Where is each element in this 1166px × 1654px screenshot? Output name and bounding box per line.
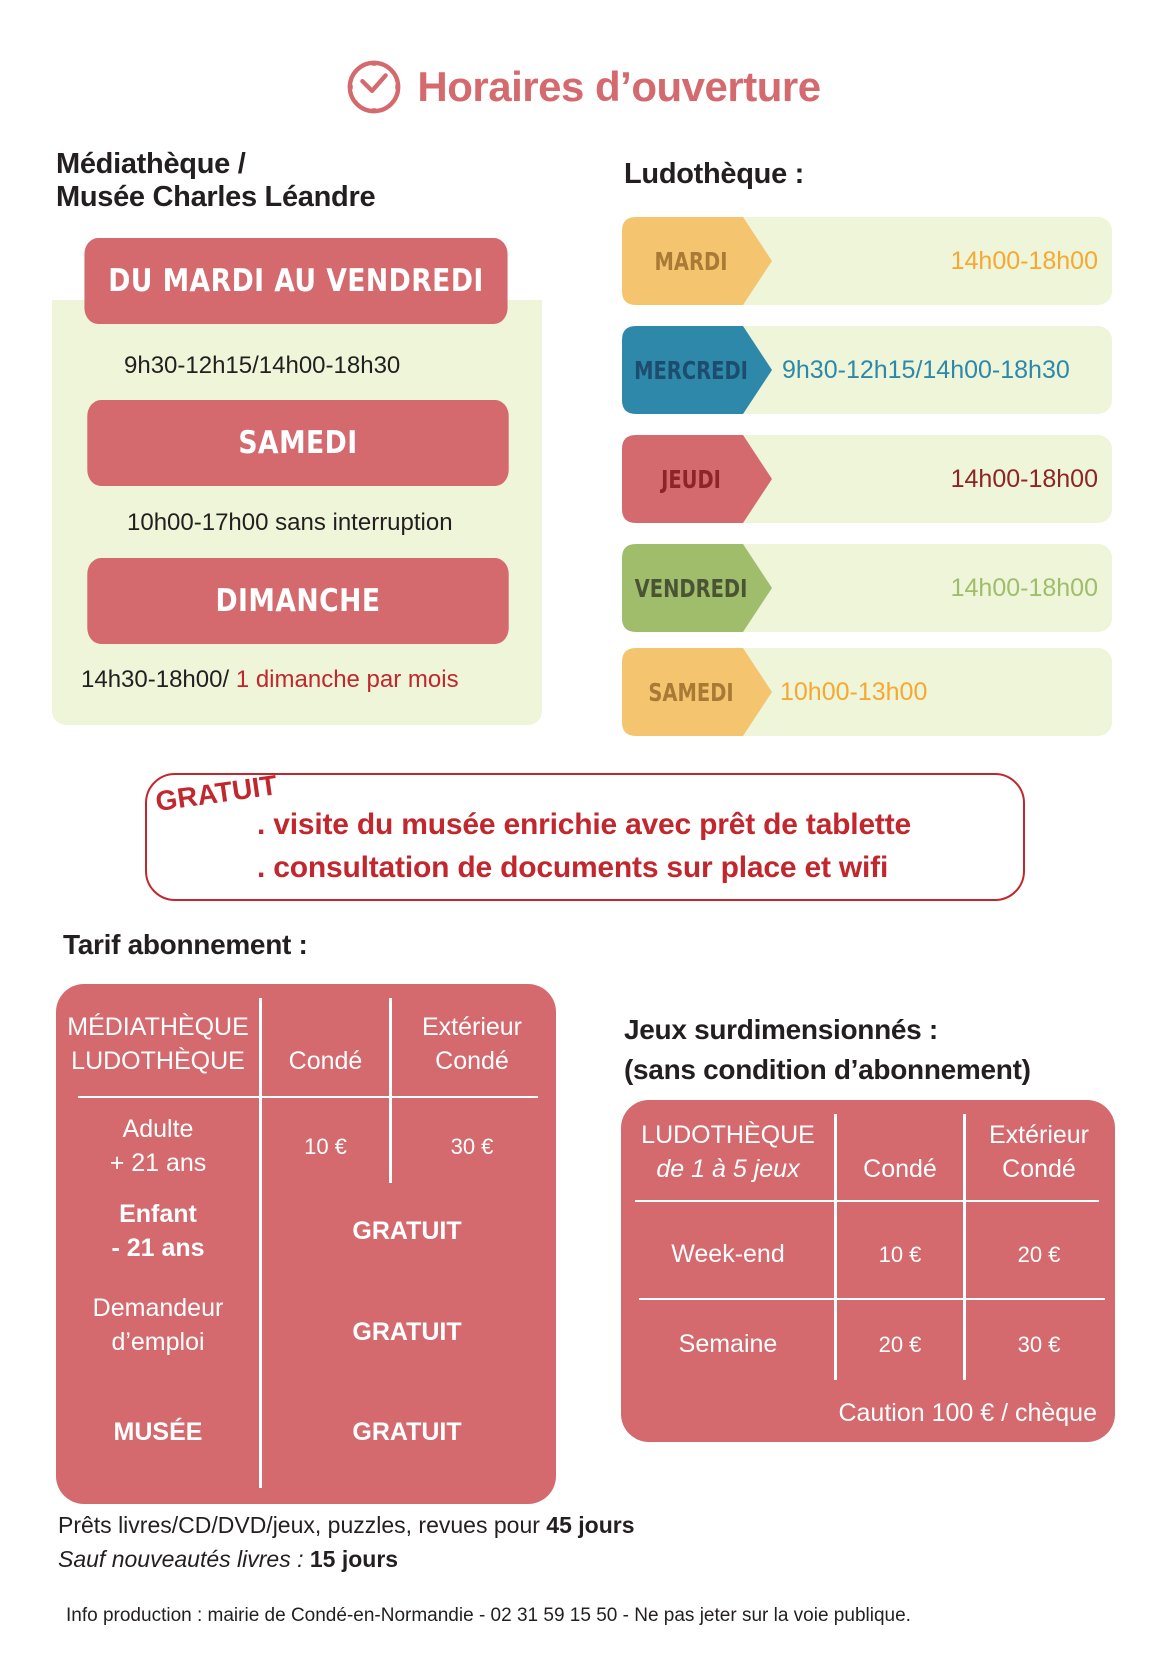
hours: 14h00-18h00 xyxy=(950,464,1098,493)
day-header xyxy=(87,558,508,644)
row-label: d’emploi xyxy=(111,1328,205,1356)
divider xyxy=(635,1200,1099,1202)
day-tag xyxy=(622,217,772,305)
jeux-heading-line1: Jeux surdimensionnés : xyxy=(624,1014,938,1045)
row-label: + 21 ans xyxy=(109,1149,207,1177)
tarif-row-enfant-label xyxy=(60,1197,256,1265)
day-label: DIMANCHE xyxy=(215,583,381,619)
divider xyxy=(639,1298,1105,1300)
jeux-header-col1 xyxy=(625,1118,831,1186)
hours-text: 14h30-18h00/ xyxy=(81,666,236,693)
header-text: MÉDIATHÈQUE xyxy=(67,1013,249,1041)
exception-note xyxy=(58,1546,398,1573)
jeux-heading xyxy=(624,1010,1031,1090)
day-tag xyxy=(622,435,772,523)
day-label: MERCREDI xyxy=(634,355,748,385)
tarif-header-col2: Condé xyxy=(288,1047,363,1075)
gratuit-line-2: . consultation de documents sur place et wifi xyxy=(257,851,889,884)
hours: 14h00-18h00 xyxy=(950,573,1098,602)
mediatheque-heading xyxy=(56,148,375,214)
row-label: - 21 ans xyxy=(111,1234,205,1262)
hours: 14h00-18h00 xyxy=(950,246,1098,275)
ludo-row-mercredi xyxy=(622,326,1112,414)
tarif-table xyxy=(56,984,556,1504)
day-header xyxy=(87,400,508,486)
jeux-semaine-conde: 20 € xyxy=(878,1332,922,1357)
day-label: DU MARDI AU VENDREDI xyxy=(108,263,484,299)
hours-note: 1 dimanche par mois xyxy=(235,666,459,693)
exception-days: 15 jours xyxy=(309,1546,399,1572)
header-text: Extérieur xyxy=(421,1013,523,1041)
hours: 9h30-12h15/14h00-18h30 xyxy=(782,355,1070,384)
hours: 10h00-13h00 xyxy=(780,677,928,706)
row-label: Adulte xyxy=(122,1115,194,1143)
header-text: Condé xyxy=(1002,1155,1076,1183)
production-info: Info production : mairie de Condé-en-Normandie - 02 31 59 15 50 - Ne pas jeter sur la voie publique. xyxy=(66,1605,911,1626)
jeux-table xyxy=(621,1100,1115,1442)
page-title xyxy=(0,58,1166,116)
jeux-header-col2: Condé xyxy=(863,1155,937,1183)
jeux-semaine-exterieur: 30 € xyxy=(1017,1332,1061,1357)
jeux-heading-line2: (sans condition d’abonnement) xyxy=(624,1054,1031,1085)
header-subtext: de 1 à 5 jeux xyxy=(656,1155,800,1183)
day-label: MARDI xyxy=(654,246,728,276)
header-text: Condé xyxy=(435,1047,509,1075)
day-tag xyxy=(622,648,772,736)
tarif-musee-price: GRATUIT xyxy=(352,1418,462,1446)
divider xyxy=(78,1096,538,1098)
tarif-demandeur-price: GRATUIT xyxy=(352,1318,462,1346)
hours-samedi: 10h00-17h00 sans interruption xyxy=(127,509,453,536)
ludo-row-samedi xyxy=(622,648,1112,736)
row-label: Enfant xyxy=(119,1200,197,1228)
day-header xyxy=(84,238,507,324)
tarif-header-col1 xyxy=(60,1010,256,1078)
jeux-row-weekend-label: Week-end xyxy=(671,1240,785,1268)
clock-icon xyxy=(345,58,403,116)
day-block-dimanche xyxy=(53,558,543,644)
header-text: Extérieur xyxy=(988,1121,1090,1149)
day-block-samedi xyxy=(53,400,543,486)
title-text: Horaires d’ouverture xyxy=(417,63,821,110)
loans-note xyxy=(58,1512,635,1539)
jeux-header-col3 xyxy=(966,1118,1112,1186)
loans-days: 45 jours xyxy=(546,1512,635,1538)
day-label: VENDREDI xyxy=(634,573,748,603)
tarif-header-col3 xyxy=(392,1010,552,1078)
jeux-row-semaine-label: Semaine xyxy=(678,1330,778,1358)
header-text: LUDOTHÈQUE xyxy=(641,1121,815,1149)
tarif-heading: Tarif abonnement : xyxy=(63,929,308,960)
tarif-adulte-conde: 10 € xyxy=(304,1134,347,1159)
gratuit-line-1: . visite du musée enrichie avec prêt de tablette xyxy=(257,808,911,841)
loans-text: Prêts livres/CD/DVD/jeux, puzzles, revues pour xyxy=(58,1512,547,1538)
jeux-caution: Caution 100 € / chèque xyxy=(838,1399,1097,1427)
hours-mardi-vendredi: 9h30-12h15/14h00-18h30 xyxy=(124,352,401,379)
ludo-row-jeudi xyxy=(622,435,1112,523)
exception-text: Sauf nouveautés livres : xyxy=(58,1546,310,1572)
ludo-row-mardi xyxy=(622,217,1112,305)
ludotheque-heading: Ludothèque : xyxy=(624,158,805,190)
tarif-row-musee-label: MUSÉE xyxy=(113,1418,203,1446)
mediatheque-heading-line1: Médiathèque / xyxy=(56,148,246,180)
ludo-row-vendredi xyxy=(622,544,1112,632)
jeux-weekend-exterieur: 20 € xyxy=(1017,1242,1061,1267)
day-tag xyxy=(622,326,772,414)
tarif-enfant-price: GRATUIT xyxy=(352,1217,462,1245)
tarif-adulte-exterieur: 30 € xyxy=(450,1134,494,1159)
tarif-row-demandeur-label xyxy=(60,1291,256,1359)
mediatheque-heading-line2: Musée Charles Léandre xyxy=(56,181,376,213)
day-label: SAMEDI xyxy=(648,677,734,707)
day-tag xyxy=(622,544,772,632)
day-block-mardi-vendredi xyxy=(50,238,542,324)
hours-dimanche xyxy=(81,666,459,694)
tarif-row-adulte-label xyxy=(60,1112,256,1180)
gratuit-stamp: GRATUIT xyxy=(153,769,280,818)
jeux-weekend-conde: 10 € xyxy=(878,1242,922,1267)
day-label: SAMEDI xyxy=(238,425,358,461)
row-label: Demandeur xyxy=(92,1294,224,1322)
header-text: LUDOTHÈQUE xyxy=(71,1047,245,1075)
day-label: JEUDI xyxy=(661,464,721,494)
